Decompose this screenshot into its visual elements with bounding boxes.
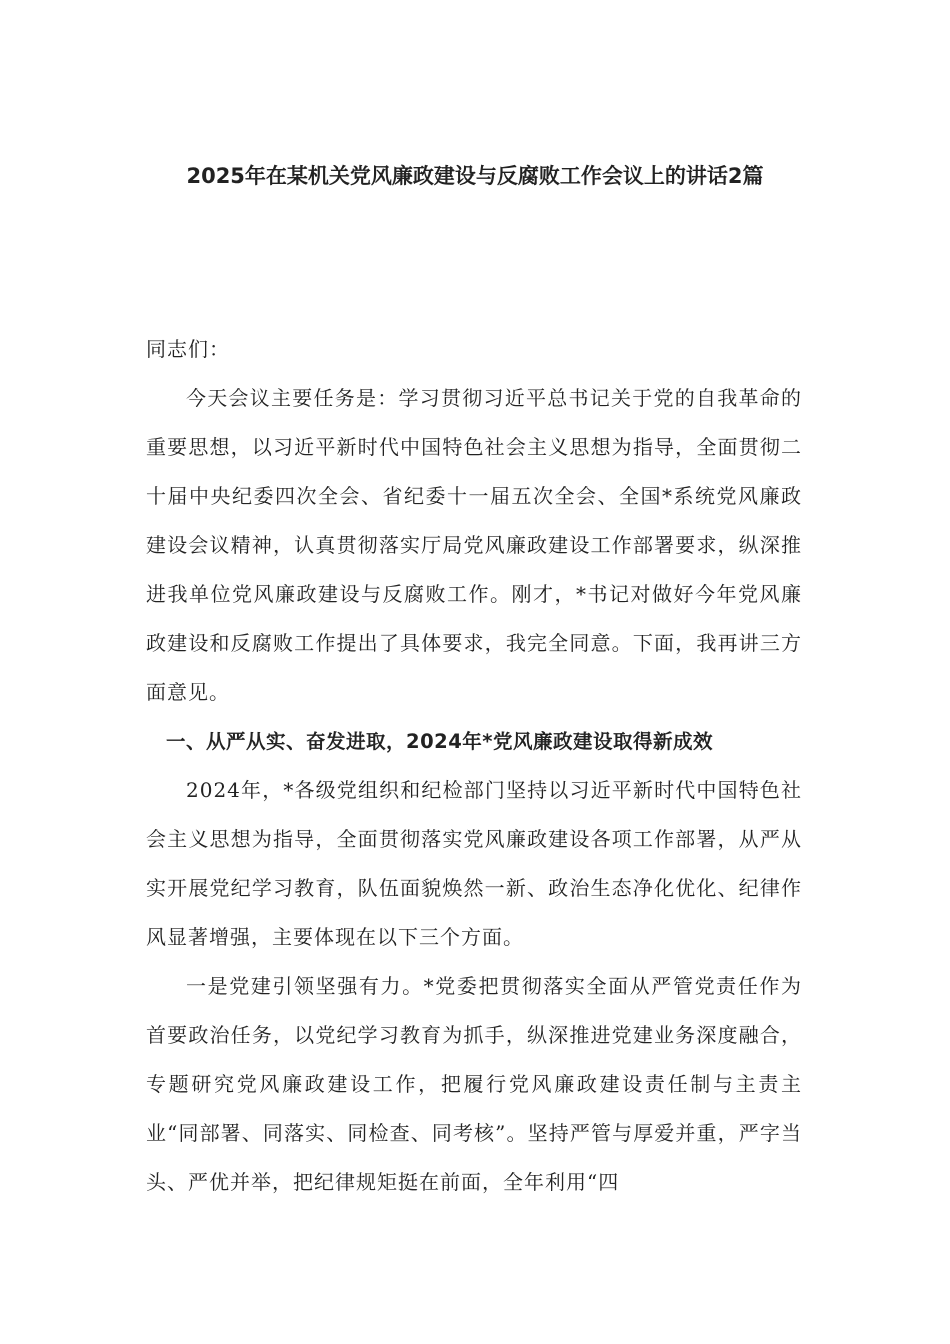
paragraph-intro: 今天会议主要任务是：学习贯彻习近平总书记关于党的自我革命的重要思想，以习近平新时代中国特色社会主义思想为指导，全面贯彻二十届中央纪委四次全会、省纪委十一届五次全会、全国*系统党风廉政建设会议精神，认真贯彻落实厅局党风廉政建设工作部署要求，纵深推进我单位党风廉政建设与反腐败工作。刚才，*书记对做好今年党风廉政建设和反腐败工作提出了具体要求，我完全同意。下面，我再讲三方面意见。 xyxy=(146,386,802,704)
salutation: 同志们： xyxy=(146,337,230,361)
section-heading-1: 一、从严从实、奋发进取，2024年*党风廉政建设取得新成效 xyxy=(166,730,713,753)
paragraph-party-building: 一是党建引领坚强有力。*党委把贯彻落实全面从严管党责任作为首要政治任务，以党纪学习教育为抓手，纵深推进党建业务深度融合，专题研究党风廉政建设工作，把履行党风廉政建设责任制与主责主业“同部署、同落实、同检查、同考核”。坚持严管与厚爱并重，严字当头、严优并举，把纪律规矩挺在前面，全年利用“四 xyxy=(146,974,802,1194)
paragraph-2024-summary: 2024年，*各级党组织和纪检部门坚持以习近平新时代中国特色社会主义思想为指导，全面贯彻落实党风廉政建设各项工作部署，从严从实开展党纪学习教育，队伍面貌焕然一新、政治生态净化优化、纪律作风显著增强，主要体现在以下三个方面。 xyxy=(146,778,802,949)
document-title: 2025年在某机关党风廉政建设与反腐败工作会议上的讲话2篇 xyxy=(186,164,764,188)
document-body xyxy=(146,325,802,1207)
